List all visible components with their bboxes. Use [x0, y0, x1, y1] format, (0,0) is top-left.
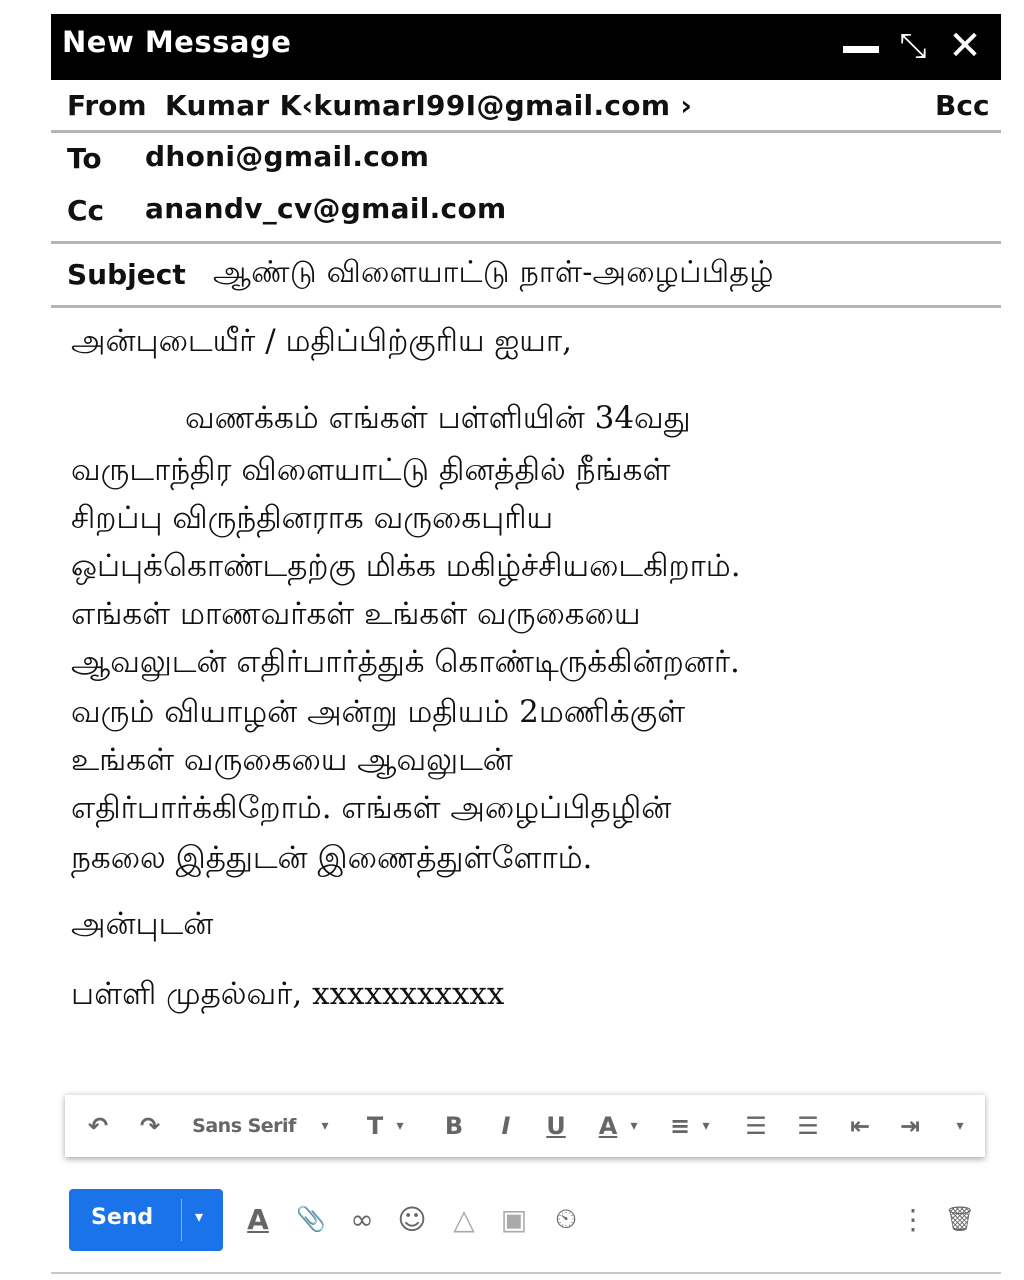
from-label: From: [67, 89, 147, 122]
chevron-down-icon[interactable]: ▾: [702, 1118, 710, 1134]
cc-row: [51, 186, 1001, 238]
drive-icon[interactable]: △: [453, 1202, 475, 1236]
divider: [181, 1199, 182, 1241]
body-line: எதிர்பார்க்கிறோம். எங்கள் அழைப்பிதழின்: [71, 790, 672, 826]
body-line: வரும் வியாழன் அன்று மதியம் 2மணிக்குள்: [71, 694, 686, 730]
subject-field[interactable]: ஆண்டு விளையாட்டு நாள்-அழைப்பிதழ்: [213, 255, 774, 290]
divider: [51, 130, 1001, 133]
body-line: உங்கள் வருகையை ஆவலுடன்: [71, 742, 513, 778]
redo-icon[interactable]: ↷: [139, 1112, 161, 1140]
formatting-toolbar: [65, 1094, 985, 1157]
from-select[interactable]: Kumar K‹kumarI99I@gmail.com ›: [165, 89, 693, 122]
chevron-down-icon[interactable]: ▾: [321, 1118, 329, 1134]
underline-button[interactable]: U: [546, 1112, 566, 1140]
to-field[interactable]: dhoni@gmail.com: [145, 140, 430, 173]
compose-title: New Message: [62, 25, 292, 59]
subject-label: Subject: [67, 258, 186, 291]
send-button[interactable]: [69, 1189, 223, 1251]
subject-row: [51, 246, 1001, 304]
to-row: [51, 134, 1001, 184]
greeting-text: அன்புடையீர் / மதிப்பிற்குரிய ஐயா,: [71, 323, 572, 359]
body-line: வருடாந்திர விளையாட்டு தினத்தில் நீங்கள்: [71, 452, 671, 488]
more-options-icon[interactable]: ⋮: [899, 1202, 927, 1236]
body-line: ஒப்புக்கொண்டதற்கு மிக்க மகிழ்ச்சியடைகிறாம்.: [71, 548, 741, 584]
signature-text: பள்ளி முதல்வர், xxxxxxxxxxx: [71, 976, 505, 1012]
chevron-down-icon[interactable]: ▾: [630, 1118, 638, 1134]
body-line: நகலை இத்துடன் இணைத்துள்ளோம்.: [71, 840, 593, 876]
chevron-down-icon[interactable]: ▾: [195, 1207, 204, 1226]
compose-window: [51, 14, 1001, 1276]
link-icon[interactable]: ∞: [350, 1202, 374, 1236]
divider: [51, 1272, 1001, 1274]
italic-button[interactable]: I: [501, 1112, 511, 1140]
chevron-down-icon[interactable]: ▾: [396, 1118, 404, 1134]
bold-button[interactable]: B: [444, 1112, 464, 1140]
trash-icon[interactable]: 🗑: [944, 1205, 976, 1233]
chevron-down-icon[interactable]: ▾: [956, 1118, 964, 1134]
text-color-button[interactable]: A: [598, 1112, 618, 1140]
divider: [51, 241, 1001, 244]
to-label: To: [67, 142, 102, 175]
font-size-icon[interactable]: T: [366, 1112, 384, 1140]
align-icon[interactable]: ≡: [669, 1112, 691, 1140]
confidential-mode-icon[interactable]: ⏲: [555, 1202, 577, 1235]
body-line: வணக்கம் எங்கள் பள்ளியின் 34வது: [185, 400, 691, 436]
bcc-link[interactable]: Bcc: [935, 89, 990, 122]
compose-action-bar: [51, 1179, 1001, 1259]
minimize-icon[interactable]: [841, 24, 881, 68]
from-row: [51, 80, 1001, 132]
send-button-label: Send: [91, 1205, 154, 1230]
close-icon[interactable]: ✕: [948, 23, 982, 69]
cc-label: Cc: [67, 194, 105, 227]
undo-icon[interactable]: ↶: [87, 1112, 109, 1140]
expand-icon[interactable]: ⤡: [899, 26, 927, 66]
compose-titlebar[interactable]: [51, 14, 1001, 80]
divider: [51, 305, 1001, 308]
indent-more-icon[interactable]: ⇥: [899, 1112, 921, 1140]
body-line: சிறப்பு விருந்தினராக வருகைபுரிய: [71, 500, 554, 536]
formatting-options-icon[interactable]: A: [247, 1202, 269, 1236]
body-line: ஆவலுடன் எதிர்பார்த்துக் கொண்டிருக்கின்றனர்.: [71, 644, 740, 680]
font-family-select[interactable]: Sans Serif: [192, 1115, 296, 1137]
closing-text: அன்புடன்: [71, 906, 214, 942]
emoji-icon[interactable]: ☺: [397, 1202, 427, 1236]
bulleted-list-icon[interactable]: ☰: [797, 1112, 819, 1140]
numbered-list-icon[interactable]: ☰: [745, 1112, 767, 1140]
body-line: எங்கள் மாணவர்கள் உங்கள் வருகையை: [71, 596, 641, 632]
attach-icon[interactable]: 📎: [296, 1205, 326, 1233]
photo-icon[interactable]: ▣: [500, 1202, 528, 1236]
indent-less-icon[interactable]: ⇤: [849, 1112, 871, 1140]
cc-field[interactable]: anandv_cv@gmail.com: [145, 192, 507, 225]
